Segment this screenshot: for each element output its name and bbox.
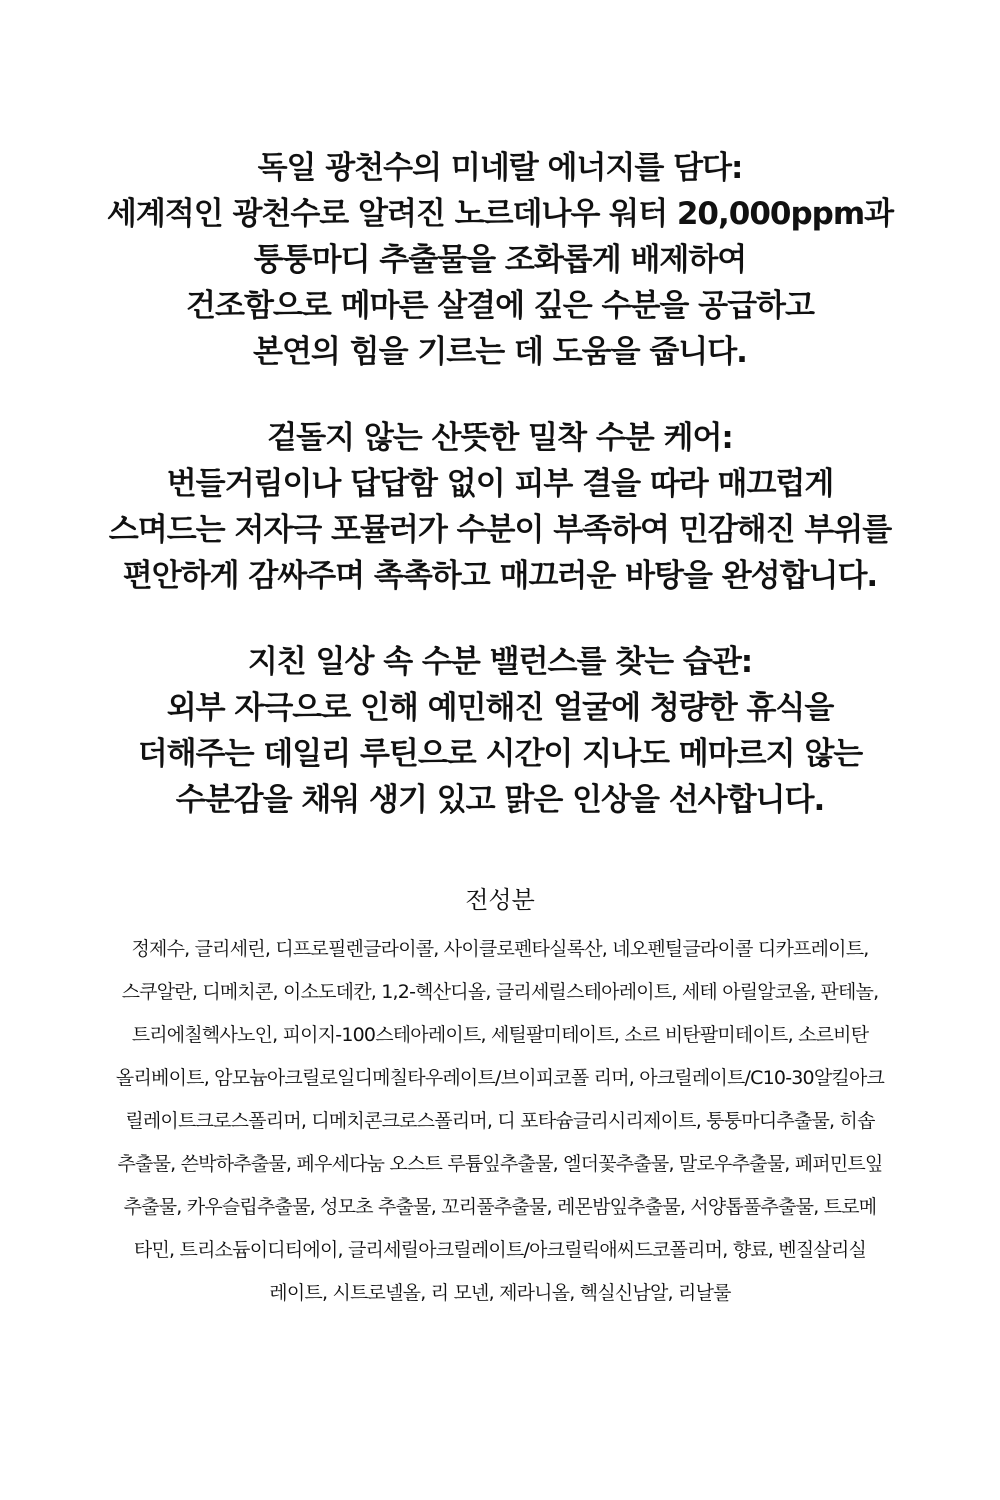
ingredients-line: 릴레이트크로스폴리머, 디메치콘크로스폴리머, 디 포타슘글리시리제이트, 퉁퉁마디추출물, 히솝	[125, 1110, 875, 1132]
ingredients-line: 스쿠알란, 디메치콘, 이소도데칸, 1,2-헥산디올, 글리세릴스테아레이트, 세테 아릴알코올, 판테놀,	[121, 981, 879, 1003]
description-block-moisture-care	[0, 415, 1000, 599]
description-line: 더해주는 데일리 루틴으로 시간이 지나도 메마르지 않는	[137, 736, 863, 772]
ingredients-line: 정제수, 글리세린, 디프로필렌글라이콜, 사이클로펜타실록산, 네오펜틸글라이콜 디카프레이트,	[131, 938, 869, 960]
description-line: 세계적인 광천수로 알려진 노르데나우 워터 20,000ppm과	[106, 196, 894, 232]
ingredients-line: 추출물, 카우슬립추출물, 성모초 추출물, 꼬리풀추출물, 레몬밤잎추출물, 서양톱풀추출물, 트로메	[123, 1196, 877, 1218]
ingredients-line: 레이트, 시트로넬올, 리 모넨, 제라니올, 헥실신남알, 리날룰	[269, 1282, 731, 1304]
description-line: 퉁퉁마디 추출물을 조화롭게 배제하여	[253, 242, 747, 278]
description-heading: 독일 광천수의 미네랄 에너지를 담다:	[257, 150, 743, 186]
description-line: 본연의 힘을 기르는 데 도움을 줍니다.	[253, 334, 747, 370]
description-block-balance-habit	[0, 639, 1000, 823]
ingredients-line: 트리에칠헥사노인, 피이지-100스테아레이트, 세틸팔미테이트, 소르 비탄팔미테이트, 소르비탄	[131, 1024, 869, 1046]
product-descriptions	[0, 145, 1000, 863]
description-line: 편안하게 감싸주며 촉촉하고 매끄러운 바탕을 완성합니다.	[122, 558, 878, 594]
ingredients-line: 타민, 트리소듐이디티에이, 글리세릴아크릴레이트/아크릴릭애씨드코폴리머, 향료, 벤질살리실	[133, 1239, 867, 1261]
ingredients-list	[0, 928, 1000, 1315]
ingredients-line: 올리베이트, 암모늄아크릴로일디메칠타우레이트/브이피코폴 리머, 아크릴레이트/C10-30알킬아크	[115, 1067, 885, 1089]
description-line: 건조함으로 메마른 살결에 깊은 수분을 공급하고	[186, 288, 814, 324]
ingredients-line: 추출물, 쓴박하추출물, 페우세다눔 오스트 루튬잎추출물, 엘더꽃추출물, 말로우추출물, 페퍼민트잎	[117, 1153, 883, 1175]
description-line: 외부 자극으로 인해 예민해진 얼굴에 청량한 휴식을	[166, 690, 834, 726]
description-heading: 겉돌지 않는 산뜻한 밀착 수분 케어:	[267, 420, 733, 456]
description-heading: 지친 일상 속 수분 밸런스를 찾는 습관:	[247, 644, 753, 680]
description-line: 수분감을 채워 생기 있고 맑은 인상을 선사합니다.	[175, 782, 825, 818]
description-block-mineral	[0, 145, 1000, 375]
ingredients-title: 전성분	[465, 886, 535, 914]
description-line: 스며드는 저자극 포뮬러가 수분이 부족하여 민감해진 부위를	[108, 512, 892, 548]
description-line: 번들거림이나 답답함 없이 피부 결을 따라 매끄럽게	[166, 466, 834, 502]
